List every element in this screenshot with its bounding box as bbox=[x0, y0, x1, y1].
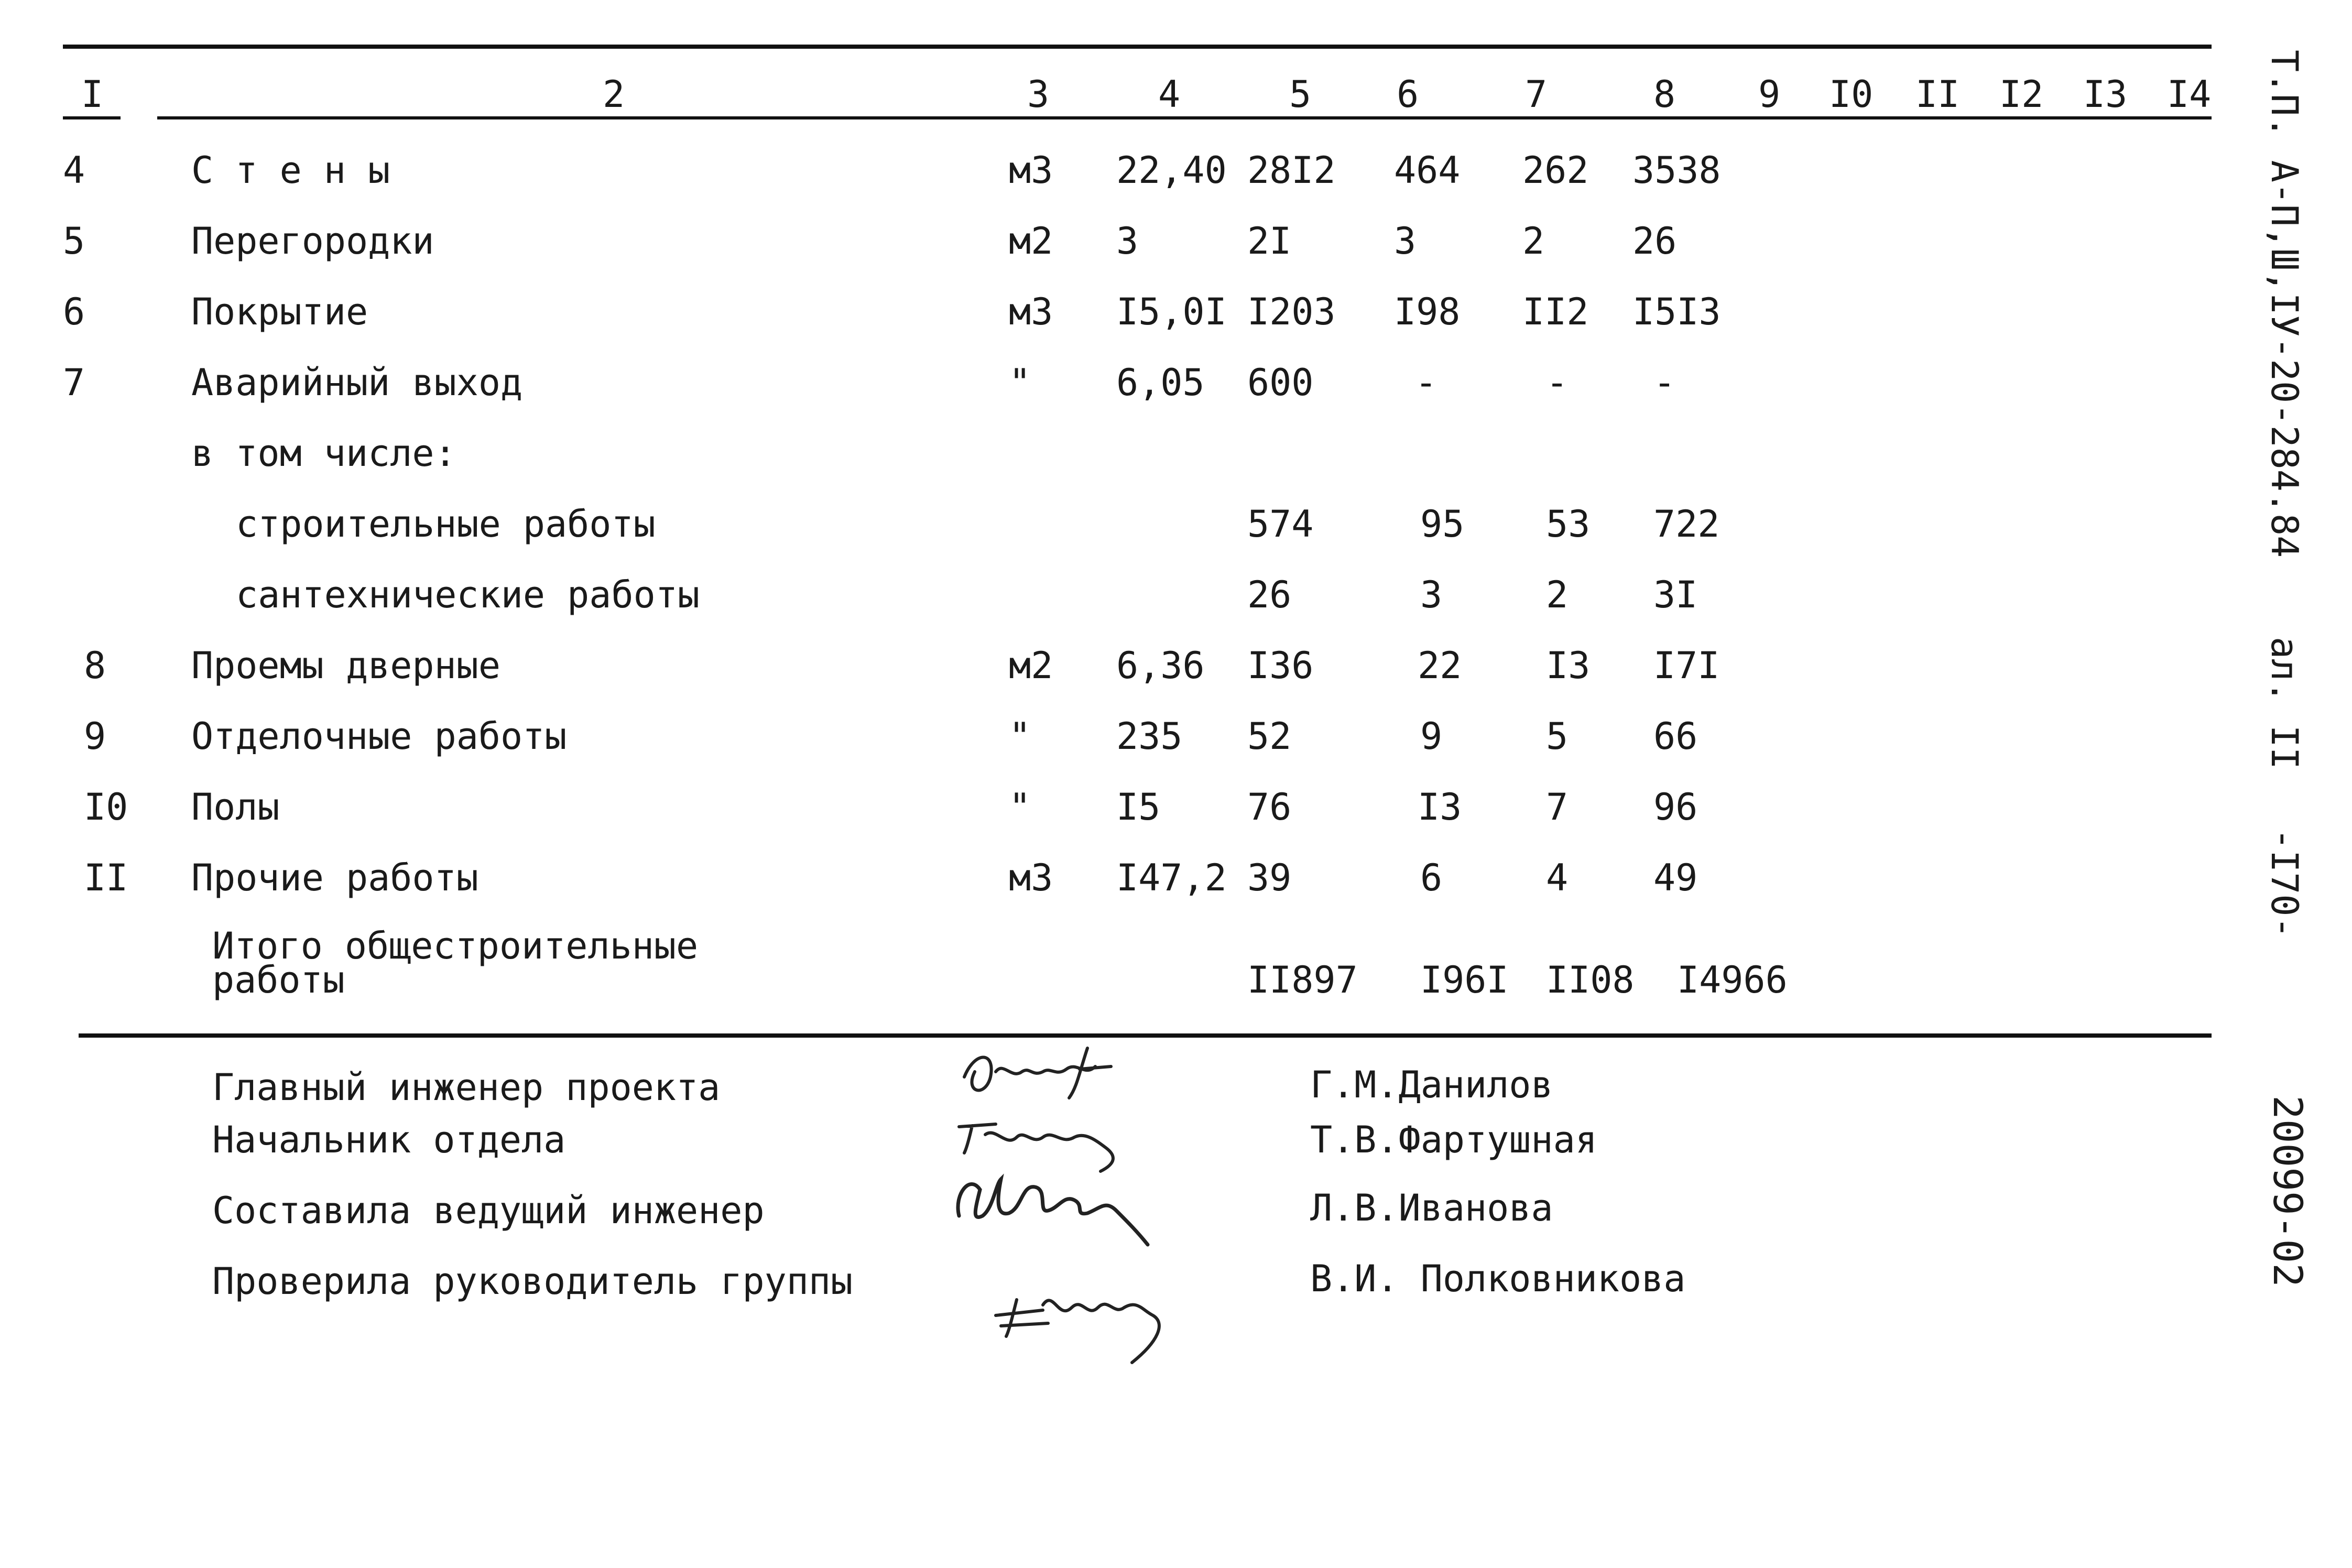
row-col6: 3 bbox=[1420, 573, 1443, 616]
top-rule bbox=[63, 45, 2212, 49]
total-col5: II897 bbox=[1247, 959, 1358, 1001]
row-name: Отделочные работы bbox=[191, 715, 567, 758]
row-col6: 9 bbox=[1420, 715, 1443, 758]
handwritten-signature bbox=[985, 1258, 1195, 1373]
row-quantity: 3 bbox=[1116, 220, 1139, 263]
total-label-line1: Итого общестроительные bbox=[212, 924, 699, 967]
row-col8: 66 bbox=[1653, 715, 1698, 758]
row-col8: 26 bbox=[1632, 220, 1677, 263]
signature-role: Проверила руководитель группы bbox=[212, 1260, 853, 1303]
col-header-11: II bbox=[1915, 73, 1960, 116]
row-col6: 3 bbox=[1394, 220, 1417, 263]
row-col5: I36 bbox=[1247, 644, 1314, 687]
row-col6: 464 bbox=[1394, 149, 1461, 192]
col-header-1: I bbox=[81, 73, 104, 116]
row-unit: " bbox=[1009, 361, 1031, 404]
row-col8: 49 bbox=[1653, 856, 1698, 899]
row-unit: м3 bbox=[1009, 149, 1053, 192]
row-col7: 2 bbox=[1522, 220, 1545, 263]
signature-role: Начальник отдела bbox=[212, 1118, 566, 1161]
row-col7: - bbox=[1546, 361, 1569, 404]
row-col6: 6 bbox=[1420, 856, 1443, 899]
row-name: сантехнические работы bbox=[236, 573, 700, 616]
row-number: 4 bbox=[63, 149, 85, 192]
row-number: 8 bbox=[84, 644, 106, 687]
row-col8: I7I bbox=[1653, 644, 1720, 687]
row-col7: II2 bbox=[1522, 290, 1589, 333]
row-name: Покрытие bbox=[191, 290, 368, 333]
row-col5: 2I bbox=[1247, 220, 1292, 263]
row-quantity: 22,40 bbox=[1116, 149, 1227, 192]
row-col5: 52 bbox=[1247, 715, 1292, 758]
row-col7: 53 bbox=[1546, 503, 1591, 546]
row-col6: - bbox=[1415, 361, 1438, 404]
col-header-7: 7 bbox=[1525, 73, 1548, 116]
row-col8: - bbox=[1653, 361, 1676, 404]
handwritten-signature bbox=[954, 1040, 1142, 1108]
col-header-13: I3 bbox=[2083, 73, 2128, 116]
margin-document-code: Т.П. А-П,Ш,IУ-20-284.84 bbox=[2263, 50, 2306, 558]
row-number: I0 bbox=[84, 786, 128, 829]
row-quantity: I5,0I bbox=[1116, 290, 1227, 333]
col-header-8: 8 bbox=[1653, 73, 1676, 116]
col-header-6: 6 bbox=[1397, 73, 1419, 116]
col-header-9: 9 bbox=[1758, 73, 1781, 116]
row-col5: 76 bbox=[1247, 786, 1292, 829]
row-unit: м2 bbox=[1009, 644, 1053, 687]
row-quantity: 6,05 bbox=[1116, 361, 1205, 404]
col-header-3: 3 bbox=[1027, 73, 1050, 116]
col-header-4: 4 bbox=[1158, 73, 1181, 116]
row-number: 6 bbox=[63, 290, 85, 333]
row-name: Аварийный выход bbox=[191, 361, 523, 404]
row-number: II bbox=[84, 856, 128, 899]
row-unit: м3 bbox=[1009, 856, 1053, 899]
row-name: в том числе: bbox=[191, 432, 456, 475]
total-col7: II08 bbox=[1546, 959, 1635, 1001]
signature-name: Г.М.Данилов bbox=[1310, 1063, 1553, 1106]
row-col5: 28I2 bbox=[1247, 149, 1336, 192]
col-header-14: I4 bbox=[2167, 73, 2212, 116]
row-col5: 574 bbox=[1247, 503, 1314, 546]
total-col6: I96I bbox=[1420, 959, 1509, 1001]
signature-name: Т.В.Фартушная bbox=[1310, 1118, 1597, 1161]
margin-album-label: ал. II bbox=[2263, 637, 2306, 769]
header-underline bbox=[157, 116, 2212, 119]
row-quantity: I47,2 bbox=[1116, 856, 1227, 899]
row-quantity: 235 bbox=[1116, 715, 1183, 758]
row-col7: 2 bbox=[1546, 573, 1569, 616]
row-col8: I5I3 bbox=[1632, 290, 1721, 333]
handwritten-signature bbox=[943, 1163, 1169, 1258]
row-unit: м2 bbox=[1009, 220, 1053, 263]
row-quantity: I5 bbox=[1116, 786, 1161, 829]
row-col8: 3538 bbox=[1632, 149, 1721, 192]
row-col5: 600 bbox=[1247, 361, 1314, 404]
row-col8: 96 bbox=[1653, 786, 1698, 829]
row-col6: I3 bbox=[1418, 786, 1462, 829]
col-header-5: 5 bbox=[1289, 73, 1312, 116]
row-unit: м3 bbox=[1009, 290, 1053, 333]
row-col5: I203 bbox=[1247, 290, 1336, 333]
row-col8: 3I bbox=[1653, 573, 1698, 616]
row-unit: " bbox=[1009, 786, 1031, 829]
row-col7: 7 bbox=[1546, 786, 1569, 829]
row-name: строительные работы bbox=[236, 503, 656, 546]
signature-role: Главный инженер проекта bbox=[212, 1066, 721, 1109]
row-col7: 4 bbox=[1546, 856, 1569, 899]
row-number: 7 bbox=[63, 361, 85, 404]
col-header-12: I2 bbox=[1999, 73, 2044, 116]
margin-document-number: 20099-02 bbox=[2264, 1095, 2311, 1288]
row-col7: 262 bbox=[1522, 149, 1589, 192]
signature-name: В.И. Полковникова bbox=[1310, 1257, 1686, 1300]
row-col5: 26 bbox=[1247, 573, 1292, 616]
row-number: 9 bbox=[84, 715, 106, 758]
row-name: Перегородки bbox=[191, 220, 434, 263]
row-unit: " bbox=[1009, 715, 1031, 758]
total-col8: I4966 bbox=[1677, 959, 1788, 1001]
row-name: Полы bbox=[191, 786, 280, 829]
row-number: 5 bbox=[63, 220, 85, 263]
row-col6: I98 bbox=[1394, 290, 1461, 333]
row-col8: 722 bbox=[1653, 503, 1720, 546]
row-col7: I3 bbox=[1546, 644, 1591, 687]
total-label-line2: работы bbox=[212, 959, 345, 1001]
row-col7: 5 bbox=[1546, 715, 1569, 758]
signature-name: Л.В.Иванова bbox=[1310, 1186, 1553, 1229]
header-underline bbox=[63, 116, 121, 119]
row-col6: 95 bbox=[1420, 503, 1465, 546]
margin-page-number: -I70- bbox=[2263, 828, 2306, 939]
col-header-2: 2 bbox=[603, 73, 625, 116]
row-quantity: 6,36 bbox=[1116, 644, 1205, 687]
row-col6: 22 bbox=[1418, 644, 1462, 687]
row-col5: 39 bbox=[1247, 856, 1292, 899]
col-header-10: I0 bbox=[1829, 73, 1874, 116]
signature-role: Составила ведущий инженер bbox=[212, 1189, 765, 1232]
bottom-rule bbox=[79, 1033, 2212, 1038]
row-name: Проемы дверные bbox=[191, 644, 501, 687]
row-name: Прочие работы bbox=[191, 856, 478, 899]
row-name: С т е н ы bbox=[191, 149, 390, 192]
